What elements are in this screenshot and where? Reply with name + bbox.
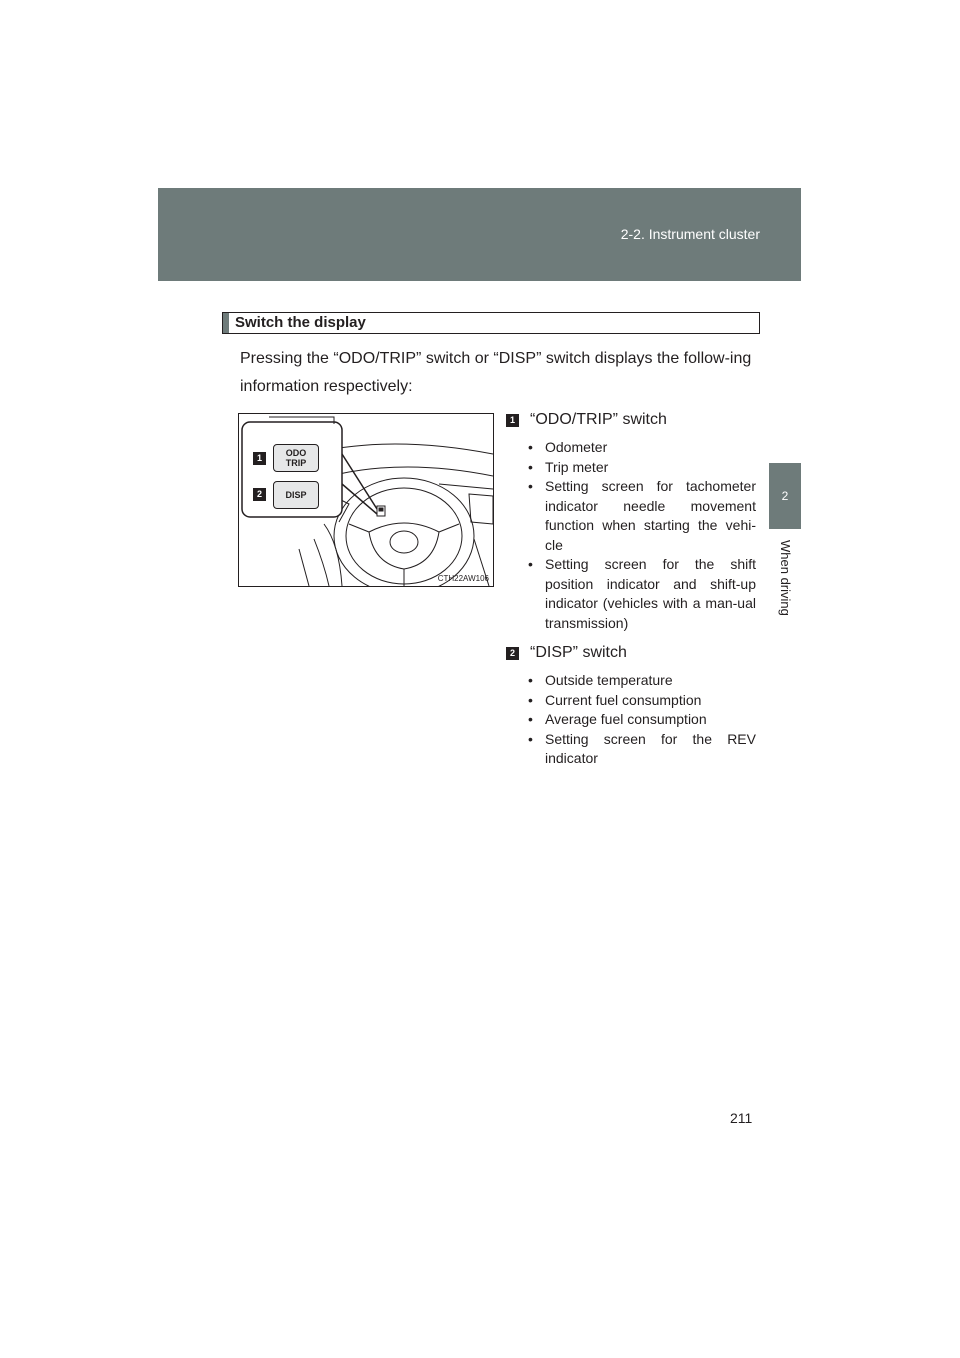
odo-trip-item (506, 410, 756, 633)
intro-paragraph: Pressing the “ODO/TRIP” switch or “DISP” switch displays the follow-ing information respectively: (240, 350, 752, 395)
section-header: 2-2. Instrument cluster (620, 226, 760, 242)
callout-1-badge: 1 (253, 452, 266, 465)
section-title: Switch the display (235, 314, 366, 331)
disp-bullets (506, 671, 756, 769)
item-2-badge: 2 (506, 647, 519, 660)
list-item: • Trip meter (506, 458, 756, 478)
chapter-tab: 2 (769, 463, 801, 529)
header-band (158, 188, 801, 281)
switch-descriptions (506, 410, 756, 779)
disp-title: “DISP” switch (530, 644, 627, 661)
list-item: • Setting screen for the REV indicator (506, 730, 756, 769)
page-number: 211 (730, 1110, 753, 1126)
list-item: • Setting screen for the shift position indicator and shift-up indicator (vehicles with a man-ual transmission) (506, 555, 756, 633)
odo-label: ODO (285, 448, 307, 458)
chapter-label: When driving (778, 540, 793, 616)
odo-trip-switch-graphic (273, 444, 319, 472)
disp-switch-graphic: DISP (273, 481, 319, 509)
list-item: • Average fuel consumption (506, 710, 756, 730)
list-item: • Current fuel consumption (506, 691, 756, 711)
trip-label: TRIP (285, 458, 307, 468)
list-item: • Outside temperature (506, 671, 756, 691)
list-item: • Setting screen for tachometer indicator needle movement function when starting the vehi-cle (506, 477, 756, 555)
section-title-bar (222, 312, 760, 334)
figure-code: CTH22AW106 (437, 574, 489, 583)
disp-item (506, 643, 756, 769)
callout-2-badge: 2 (253, 488, 266, 501)
steering-wheel-illustration (238, 413, 494, 587)
odo-trip-title: “ODO/TRIP” switch (530, 411, 667, 428)
item-1-badge: 1 (506, 414, 519, 427)
list-item: • Odometer (506, 438, 756, 458)
odo-trip-bullets (506, 438, 756, 633)
